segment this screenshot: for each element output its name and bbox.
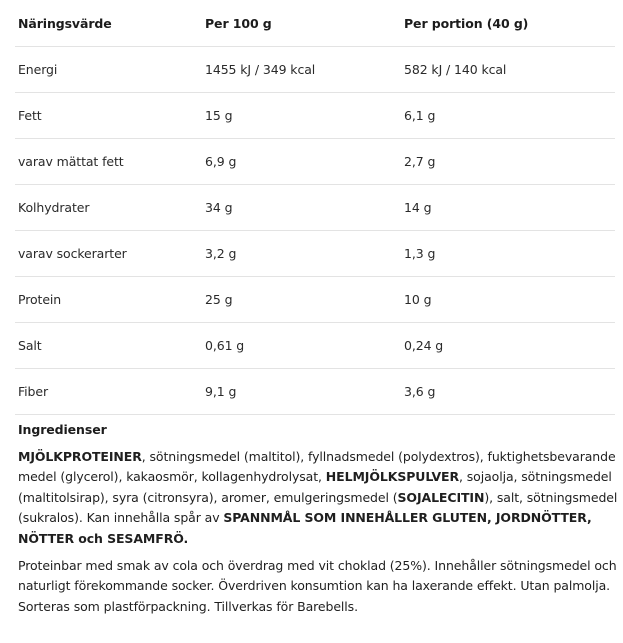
nutrient-name: Fiber [15, 369, 202, 415]
column-header-nutrient: Näringsvärde [15, 0, 202, 47]
nutrient-name: varav mättat fett [15, 139, 202, 185]
value-per-portion: 0,24 g [401, 323, 615, 369]
product-description: Proteinbar med smak av cola och överdrag med vit choklad (25%). Innehåller sötningsmedel och naturligt förekommande socker. Överdriven konsumtion kan ha laxerande effekt. Utan palmolja. Sorteras som plastförpackning. Tillverkas för Barebells. [18, 557, 617, 614]
ingredients-list [18, 447, 618, 550]
ingredients-heading: Ingredienser [18, 422, 107, 437]
value-per-portion: 14 g [401, 185, 615, 231]
value-per-100g: 9,1 g [202, 369, 401, 415]
column-header-per-portion: Per portion (40 g) [401, 0, 615, 47]
ingredient-text: ), salt, sötningsmedel (sukralos). Kan innehålla spår av [18, 489, 618, 526]
ingredient-text: , sötningsmedel (maltitol), fyllnadsmedel (polydextros), fuktighetsbevarande medel (glycerol), kakaosmör, kollagenhydrolysat, [18, 448, 616, 485]
value-per-100g: 1455 kJ / 349 kcal [202, 47, 401, 93]
value-per-100g: 0,61 g [202, 323, 401, 369]
column-header-per-100g: Per 100 g [202, 0, 401, 47]
table-row [15, 231, 615, 277]
allergen: SOJALECITIN [397, 489, 485, 505]
nutrient-name: Kolhydrater [15, 185, 202, 231]
nutrient-name: Protein [15, 277, 202, 323]
allergen: SPANNMÅL SOM INNEHÅLLER GLUTEN, JORDNÖTTER, NÖTTER och SESAMFRÖ. [18, 510, 592, 546]
allergen: MJÖLKPROTEINER [18, 448, 142, 464]
table-row [15, 323, 615, 369]
table-row [15, 185, 615, 231]
value-per-portion: 1,3 g [401, 231, 615, 277]
value-per-portion: 6,1 g [401, 93, 615, 139]
table-row [15, 277, 615, 323]
value-per-portion: 10 g [401, 277, 615, 323]
value-per-portion: 582 kJ / 140 kcal [401, 47, 615, 93]
nutrition-header-row [15, 0, 615, 47]
nutrition-table [15, 0, 615, 415]
value-per-100g: 6,9 g [202, 139, 401, 185]
value-per-100g: 3,2 g [202, 231, 401, 277]
table-row [15, 47, 615, 93]
value-per-portion: 2,7 g [401, 139, 615, 185]
value-per-100g: 15 g [202, 93, 401, 139]
nutrient-name: Salt [15, 323, 202, 369]
value-per-100g: 34 g [202, 185, 401, 231]
value-per-portion: 3,6 g [401, 369, 615, 415]
ingredient-text: , sojaolja, sötningsmedel (maltitolsirap), syra (citronsyra), aromer, emulgeringsmedel ( [18, 469, 612, 505]
nutrient-name: Fett [15, 93, 202, 139]
table-row [15, 369, 615, 415]
allergen: HELMJÖLKSPULVER [325, 469, 460, 485]
nutrient-name: varav sockerarter [15, 231, 202, 277]
ingredients-section [18, 414, 618, 617]
table-row [15, 139, 615, 185]
value-per-100g: 25 g [202, 277, 401, 323]
table-row [15, 93, 615, 139]
nutrient-name: Energi [15, 47, 202, 93]
